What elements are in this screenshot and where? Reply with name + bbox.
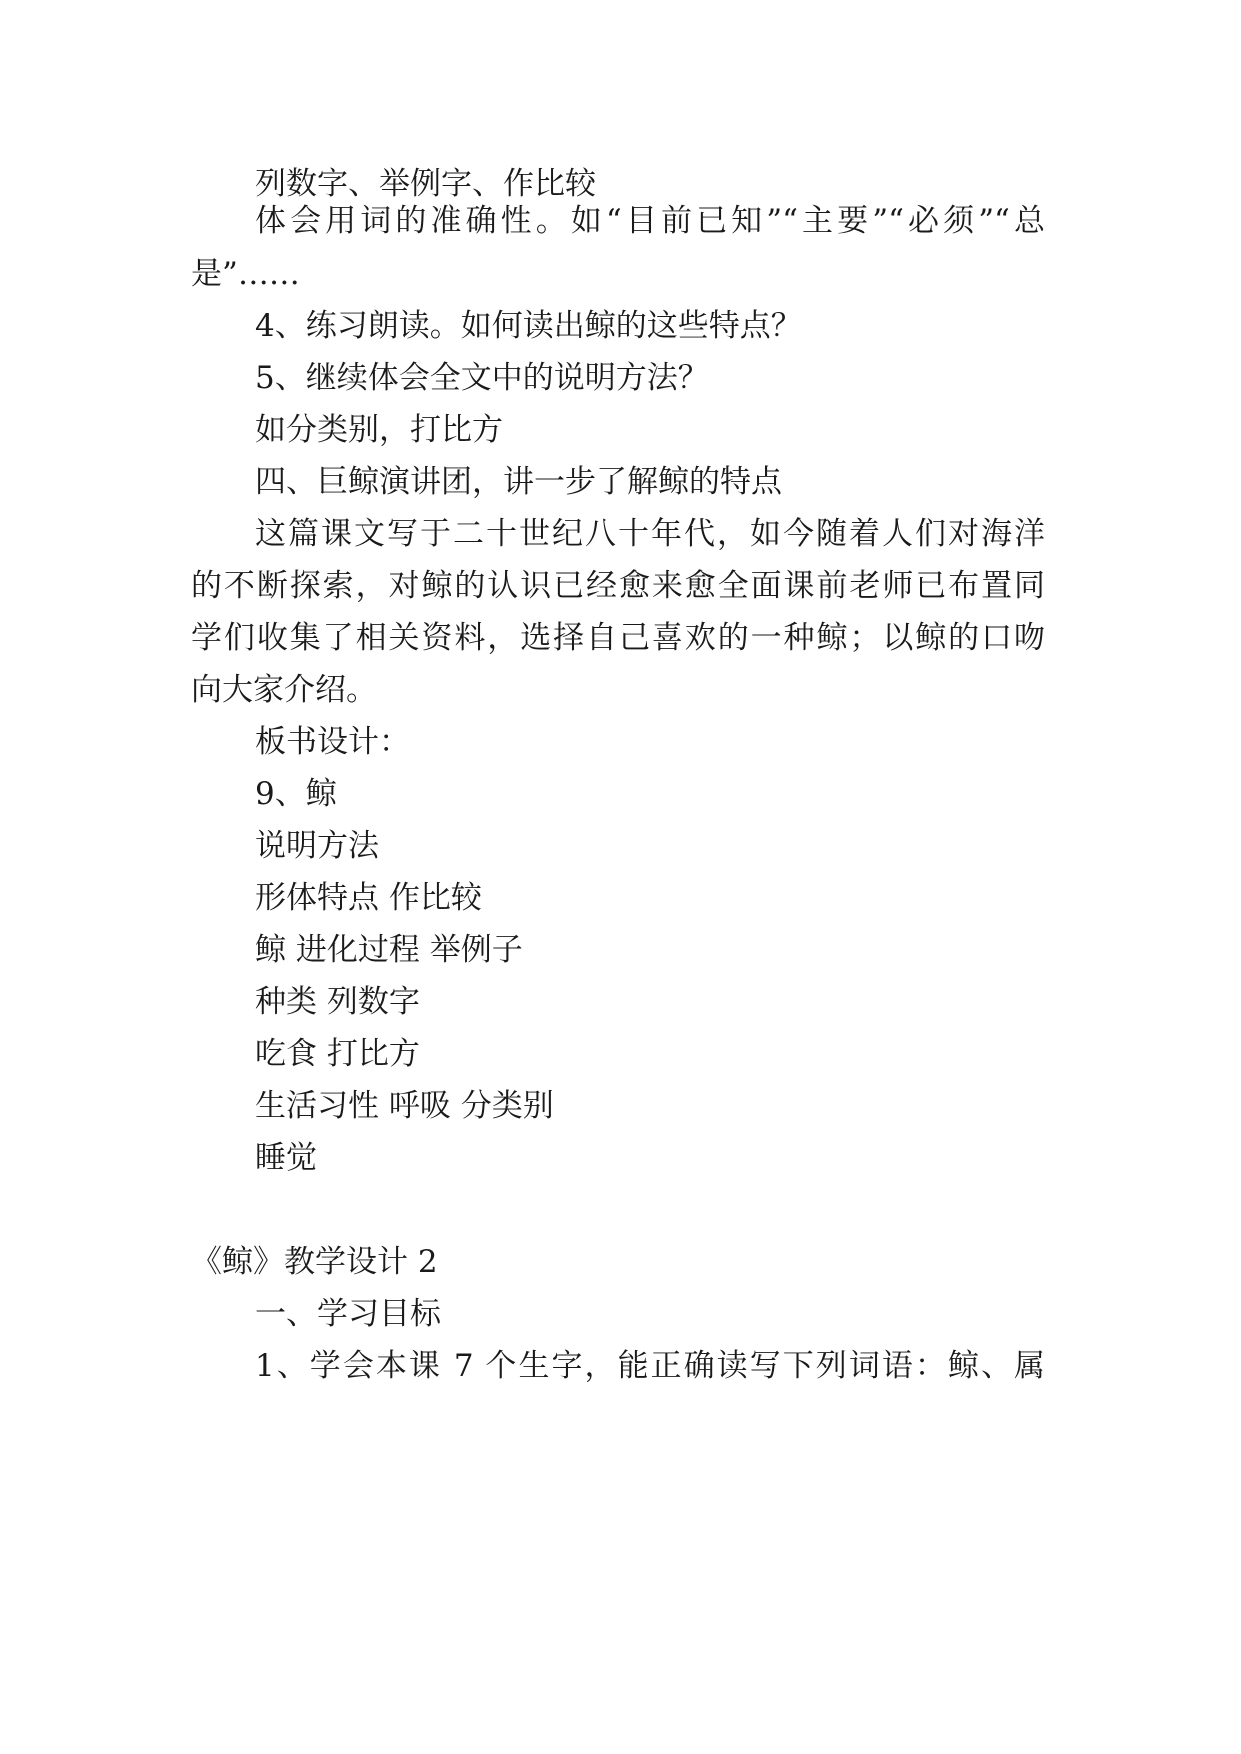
text-line: 5、继续体会全文中的说明方法？ (255, 360, 709, 396)
text-line: 鲸 进化过程 举例子 (255, 932, 523, 968)
text-line: 是”…… (191, 256, 300, 292)
text-line: 说明方法 (255, 828, 379, 864)
text-line: 向大家介绍。 (191, 672, 377, 708)
text-line: 这篇课文写于二十世纪八十年代，如今随着人们对海洋 (255, 516, 1045, 552)
text-line: 形体特点 作比较 (255, 880, 482, 916)
text-line: 生活习性 呼吸 分类别 (255, 1088, 554, 1124)
text-line: 的不断探索，对鲸的认识已经愈来愈全面课前老师已布置同 (191, 568, 1045, 604)
text-line: 吃食 打比方 (255, 1036, 420, 1072)
text-line: 如分类别，打比方 (255, 412, 503, 448)
section-heading: 一、学习目标 (255, 1296, 441, 1332)
text-line: 板书设计： (255, 724, 410, 760)
text-line: 4、练习朗读。如何读出鲸的这些特点？ (255, 308, 802, 344)
text-line: 睡觉 (255, 1140, 317, 1176)
text-line: 学们收集了相关资料，选择自己喜欢的一种鲸；以鲸的口吻 (191, 620, 1045, 656)
text-line: 9、鲸 (255, 776, 337, 812)
text-line: 列数字、举例字、作比较 (255, 166, 596, 202)
text-line: 种类 列数字 (255, 984, 420, 1020)
text-line: 1、学会本课 7 个生字，能正确读写下列词语：鲸、属 (255, 1348, 1045, 1384)
text-line: 体会用词的准确性。如“目前已知”“主要”“必须”“总 (255, 203, 1045, 239)
section-heading: 四、巨鲸演讲团，讲一步了解鲸的特点 (255, 464, 782, 500)
document-title: 《鲸》教学设计 2 (191, 1244, 438, 1280)
